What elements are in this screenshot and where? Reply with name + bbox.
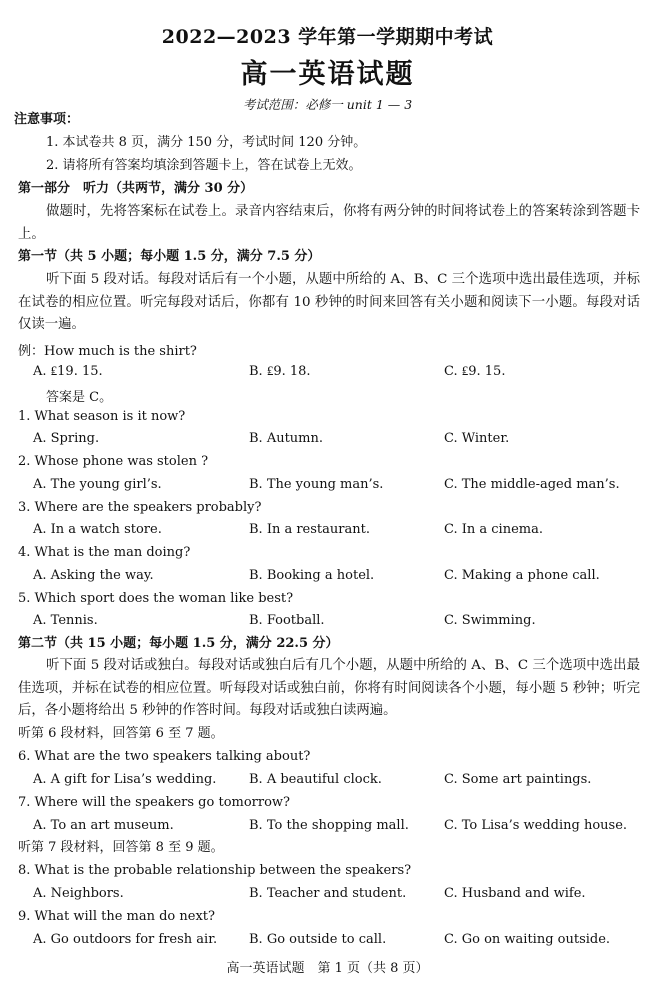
option-a: A. Asking the way. <box>33 568 154 583</box>
part1-heading: 第一部分 听力（共两节，满分 30 分） <box>18 181 254 196</box>
option-c: C. Making a phone call. <box>444 568 600 583</box>
option-b: B. To the shopping mall. <box>249 818 409 833</box>
question: 1. What season is it now? <box>18 409 186 424</box>
subject-title: 高一英语试题 <box>240 59 415 90</box>
option-c: C. Swimming. <box>444 613 536 628</box>
option-c: C. To Lisa’s wedding house. <box>444 818 628 833</box>
option-b: B. In a restaurant. <box>249 522 370 537</box>
option-a: A. Neighbors. <box>33 886 124 901</box>
part1-intro: 做题时，先将答案标在试卷上。录音内容结束后，你将有两分钟的时间将试卷上的答案转涂到答题卡上。 <box>18 204 640 242</box>
option-a: A. The young girl’s. <box>33 477 162 492</box>
example-option-c: C. ₤9. 15. <box>444 364 506 379</box>
question: 7. Where will the speakers go tomorrow? <box>18 795 291 810</box>
option-c: C. Some art paintings. <box>444 772 592 787</box>
question: 3. Where are the speakers probably? <box>18 500 262 515</box>
question: 5. Which sport does the woman like best? <box>18 591 294 606</box>
option-b: B. Teacher and student. <box>249 886 407 901</box>
page-footer: 高一英语试题 第 1 页（共 8 页） <box>226 961 429 976</box>
option-b: B. Autumn. <box>249 431 324 446</box>
option-b: B. Go outside to call. <box>249 932 387 947</box>
option-c: C. Husband and wife. <box>444 886 586 901</box>
option-a: A. A gift for Lisa’s wedding. <box>33 772 217 787</box>
section1-intro: 听下面 5 段对话。每段对话后有一个小题，从题中所给的 A、B、C 三个选项中选出最佳选项，并标在试卷的相应位置。听完每段对话后，你都有 10 秒钟的时间来回答有关小题和阅读下一小题。每段对话仅读一遍。 <box>18 272 640 333</box>
option-c: C. Winter. <box>444 431 510 446</box>
option-c: C. Go on waiting outside. <box>444 932 611 947</box>
example-question: 例：How much is the shirt? <box>18 344 197 359</box>
question: 9. What will the man do next? <box>18 909 215 924</box>
option-a: A. Tennis. <box>33 613 98 628</box>
question: 4. What is the man doing? <box>18 545 191 560</box>
option-a: A. Spring. <box>33 431 100 446</box>
exam-scope: 考试范围：必修一 unit 1 — 3 <box>242 97 413 112</box>
material-note: 听第 6 段材料，回答第 6 至 7 题。 <box>18 726 224 741</box>
notice-heading: 注意事项： <box>14 112 80 127</box>
option-b: B. The young man’s. <box>249 477 384 492</box>
option-a: A. Go outdoors for fresh air. <box>33 932 218 947</box>
question: 8. What is the probable relationship between the speakers? <box>18 863 412 878</box>
question: 2. Whose phone was stolen ? <box>18 454 209 469</box>
notice-item: 2. 请将所有答案均填涂到答题卡上，答在试卷上无效。 <box>46 158 362 173</box>
section1-heading: 第一节（共 5 小题；每小题 1.5 分，满分 7.5 分） <box>18 249 321 264</box>
question: 6. What are the two speakers talking about? <box>18 749 311 764</box>
option-b: B. Booking a hotel. <box>249 568 375 583</box>
material-note: 听第 7 段材料，回答第 8 至 9 题。 <box>18 840 224 855</box>
example-option-a: A. ₤19. 15. <box>33 364 103 379</box>
exam-title: 2022—2023 学年第一学期期中考试 <box>161 26 494 48</box>
notice-item: 1. 本试卷共 8 页，满分 150 分，考试时间 120 分钟。 <box>46 135 367 150</box>
option-c: C. In a cinema. <box>444 522 543 537</box>
option-b: B. A beautiful clock. <box>249 772 382 787</box>
section2-intro: 听下面 5 段对话或独白。每段对话或独白后有几个小题，从题中所给的 A、B、C 三个选项中选出最佳选项，并标在试卷的相应位置。听每段对话或独白前，你将有时间阅读各个小题，每小题 5 秒钟；听完后，各小题将给出 5 秒钟的作答时间。每段对话或独白读两遍。 <box>18 658 640 719</box>
section2-heading: 第二节（共 15 小题；每小题 1.5 分，满分 22.5 分） <box>18 636 339 651</box>
option-a: A. To an art museum. <box>33 818 174 833</box>
option-b: B. Football. <box>249 613 325 628</box>
example-answer: 答案是 C。 <box>46 390 113 405</box>
option-c: C. The middle-aged man’s. <box>444 477 620 492</box>
example-option-b: B. ₤9. 18. <box>249 364 311 379</box>
option-a: A. In a watch store. <box>33 522 162 537</box>
